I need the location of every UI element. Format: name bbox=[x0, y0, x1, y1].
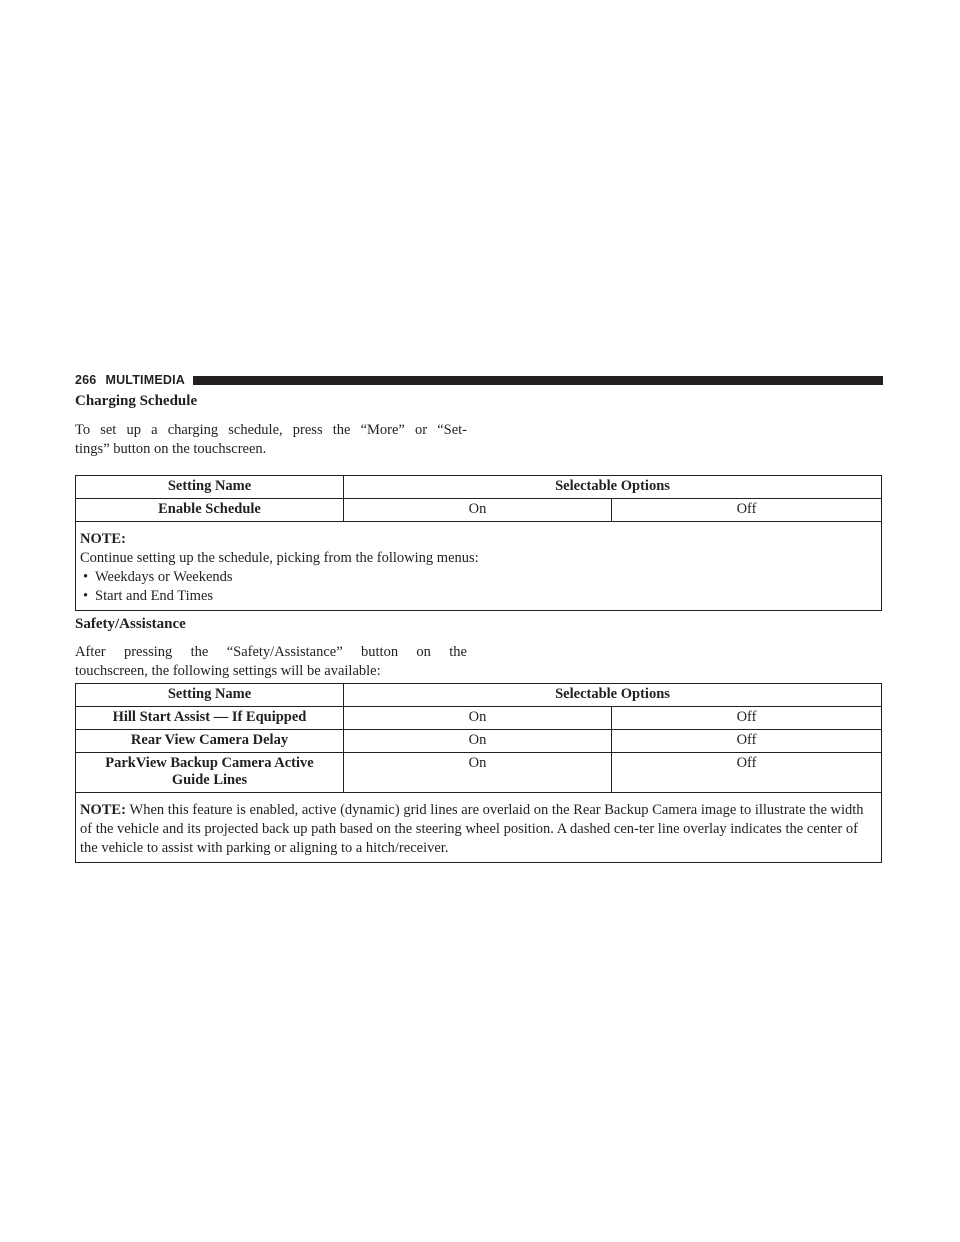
note-label: NOTE: bbox=[80, 531, 126, 547]
option-off: Off bbox=[612, 499, 882, 522]
setting-name bbox=[76, 753, 344, 793]
option-on: On bbox=[344, 753, 612, 793]
option-off: Off bbox=[612, 753, 882, 793]
table-row bbox=[76, 730, 882, 753]
setting-name: Hill Start Assist — If Equipped bbox=[76, 707, 344, 730]
table-row bbox=[76, 753, 882, 793]
safety-intro-line: After pressing the “Safety/Assistance” button on the bbox=[75, 644, 467, 660]
bullet-text: Start and End Times bbox=[95, 588, 214, 604]
charging-intro bbox=[75, 421, 467, 459]
setting-name: Enable Schedule bbox=[76, 499, 344, 522]
charging-schedule-heading: Charging Schedule bbox=[75, 393, 198, 409]
option-on: On bbox=[344, 707, 612, 730]
section-title: MULTIMEDIA bbox=[105, 373, 186, 387]
bullet-icon: • bbox=[83, 588, 89, 604]
option-off: Off bbox=[612, 707, 882, 730]
table-header-row bbox=[76, 684, 882, 707]
note-label: NOTE: bbox=[80, 802, 130, 818]
note-row bbox=[76, 522, 882, 611]
option-on: On bbox=[344, 499, 612, 522]
safety-settings-table bbox=[75, 683, 882, 863]
setting-name-line: Guide Lines bbox=[171, 772, 248, 788]
setting-name-line: ParkView Backup Camera Active bbox=[105, 755, 314, 771]
note-cell bbox=[76, 793, 882, 863]
note-row bbox=[76, 793, 882, 863]
safety-assistance-heading: Safety/Assistance bbox=[75, 616, 186, 632]
table-header-row bbox=[76, 476, 882, 499]
bullet-item bbox=[80, 587, 877, 606]
option-off: Off bbox=[612, 730, 882, 753]
safety-intro bbox=[75, 643, 467, 681]
note-cell bbox=[76, 522, 882, 611]
bullet-icon: • bbox=[83, 569, 89, 585]
bullet-item bbox=[80, 568, 877, 587]
safety-intro-line: touchscreen, the following settings will be available: bbox=[75, 663, 381, 679]
charging-settings-table bbox=[75, 475, 882, 611]
bullet-text: Weekdays or Weekends bbox=[95, 569, 233, 585]
charging-intro-line: tings” button on the touchscreen. bbox=[75, 441, 267, 457]
table-row bbox=[76, 499, 882, 522]
col-setting-name: Setting Name bbox=[76, 684, 344, 707]
header-rule bbox=[193, 376, 883, 385]
page-number: 266 bbox=[75, 373, 97, 387]
note-text: When this feature is enabled, active (dynamic) grid lines are overlaid on the Rear Backup Camera image to illustrate the width of the vehicle and its projected back up path based on the steering wheel position. A dashed cen-ter line overlay indicates the center of the vehicle to assist with parking or aligning to a hitch/receiver. bbox=[80, 802, 864, 856]
setting-name: Rear View Camera Delay bbox=[76, 730, 344, 753]
option-on: On bbox=[344, 730, 612, 753]
charging-intro-line: To set up a charging schedule, press the “More” or “Set- bbox=[75, 422, 467, 438]
note-text: Continue setting up the schedule, picking from the following menus: bbox=[80, 550, 479, 566]
col-setting-name: Setting Name bbox=[76, 476, 344, 499]
page-header bbox=[75, 372, 883, 388]
col-selectable-options: Selectable Options bbox=[344, 684, 882, 707]
col-selectable-options: Selectable Options bbox=[344, 476, 882, 499]
table-row bbox=[76, 707, 882, 730]
